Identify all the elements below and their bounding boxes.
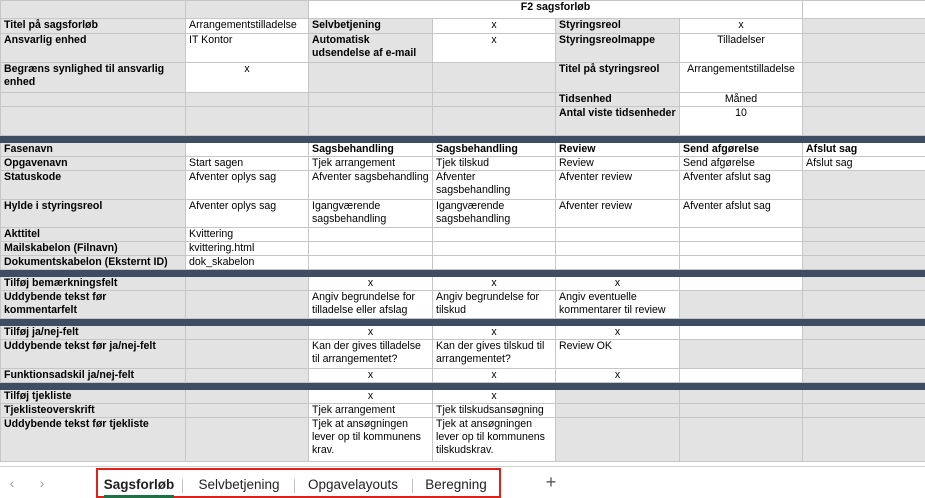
cell[interactable] [186,93,309,107]
label-dokumentskabelon[interactable]: Dokumentskabelon (Eksternt ID) [1,256,186,270]
tab-divider [412,479,413,493]
status-code[interactable]: Afventer sagsbehandling [433,171,556,200]
tab-label: Beregning [425,477,487,492]
value-akttitel[interactable]: Kvittering [186,228,309,242]
value-begraens-synlighed[interactable]: x [186,63,309,93]
phase-name[interactable]: Sagsbehandling [309,143,433,157]
cell[interactable] [186,143,309,157]
value-titel-styringsreol[interactable]: Arrangementstilladelse [680,63,803,93]
value-selvbetjening[interactable]: x [433,19,556,34]
status-code[interactable]: Afventer sagsbehandling [309,171,433,200]
previous-sheet-arrow-icon[interactable]: ‹ [9,475,15,491]
cell[interactable] [556,242,680,256]
funktion-flag[interactable]: x [556,369,680,383]
label-hylde[interactable]: Hylde i styringsreol [1,200,186,228]
cell[interactable] [186,277,309,291]
phase-name[interactable]: Send afgørelse [680,143,803,157]
label-uddybende-janej[interactable]: Uddybende tekst før ja/nej-felt [1,340,186,369]
remark-text[interactable]: Angiv eventuelle kommentarer til review [556,291,680,319]
cell[interactable] [186,107,309,136]
status-code[interactable] [803,171,925,200]
tab-opgavelayouts[interactable] [298,474,408,496]
cell[interactable] [803,404,925,418]
cell[interactable] [186,326,309,340]
remark-flag[interactable]: x [433,277,556,291]
value-titel-sagsforloeb[interactable]: Arrangementstilladelse [186,19,309,34]
cell[interactable] [556,404,680,418]
cell[interactable] [556,390,680,404]
label-tilfoej-janej[interactable]: Tilføj ja/nej-felt [1,326,186,340]
cell[interactable] [680,390,803,404]
cell[interactable] [680,404,803,418]
section-separator [1,270,925,277]
cell[interactable] [680,256,803,270]
shelf[interactable]: Afventer oplys sag [186,200,309,228]
cell[interactable] [186,340,309,369]
tab-selvbetjening[interactable] [186,474,292,496]
task-name[interactable]: Send afgørelse [680,157,803,171]
label-fasenavn[interactable]: Fasenavn [1,143,186,157]
remark-flag[interactable]: x [309,277,433,291]
cell[interactable] [803,291,925,319]
tab-label: Opgavelayouts [307,477,399,492]
shelf[interactable] [803,200,925,228]
label-mailskabelon[interactable]: Mailskabelon (Filnavn) [1,242,186,256]
yesno-flag[interactable]: x [556,326,680,340]
cell[interactable] [186,418,309,462]
value-ansvarlig-enhed[interactable]: IT Kontor [186,34,309,63]
cell[interactable] [803,228,925,242]
cell[interactable] [803,326,925,340]
yesno-text[interactable]: Kan der gives tilladelse til arrangementet? [309,340,433,369]
cell[interactable] [556,418,680,462]
label-styringsreol[interactable]: Styringsreol [556,19,680,34]
checklist-flag[interactable]: x [433,390,556,404]
cell[interactable] [680,291,803,319]
cell[interactable] [186,390,309,404]
phase-name[interactable]: Review [556,143,680,157]
cell[interactable] [186,369,309,383]
value-antal-tidsenheder[interactable]: 10 [680,107,803,136]
label-uddybende-kommentarfelt[interactable]: Uddybende tekst før kommentarfelt [1,291,186,319]
yesno-flag[interactable]: x [309,326,433,340]
value-styringsreol[interactable]: x [680,19,803,34]
label-tilfoej-tjekliste[interactable]: Tilføj tjekliste [1,390,186,404]
section-separator [1,319,925,326]
cell[interactable] [803,277,925,291]
yesno-text[interactable]: Review OK [556,340,680,369]
cell[interactable] [680,228,803,242]
phase-name[interactable]: Sagsbehandling [433,143,556,157]
status-code[interactable]: Afventer oplys sag [186,171,309,200]
tab-sagsforloeb[interactable] [102,474,176,496]
cell[interactable] [309,63,433,93]
phase-name[interactable]: Afslut sag [803,143,925,157]
cell[interactable] [186,291,309,319]
label-styringsreolmappe[interactable]: Styringsreolmappe [556,34,680,63]
cell[interactable] [803,242,925,256]
cell[interactable] [309,242,433,256]
cell[interactable] [433,93,556,107]
funktion-flag[interactable]: x [433,369,556,383]
cell[interactable] [1,93,186,107]
cell[interactable] [556,228,680,242]
cell[interactable] [1,1,186,19]
cell[interactable] [680,418,803,462]
cell[interactable] [433,242,556,256]
highlighted-tab-group [96,468,501,498]
yesno-text[interactable]: Kan der gives tilskud til arrangementet? [433,340,556,369]
task-name[interactable]: Review [556,157,680,171]
sheet-tab-bar [0,466,925,498]
cell[interactable] [803,369,925,383]
shelf[interactable]: Igangværende sagsbehandling [309,200,433,228]
value-styringsreolmappe[interactable]: Tilladelser [680,34,803,63]
label-tidsenhed[interactable]: Tidsenhed [556,93,680,107]
label-selvbetjening[interactable]: Selvbetjening [309,19,433,34]
next-sheet-arrow-icon[interactable]: › [39,475,45,491]
yesno-flag[interactable]: x [433,326,556,340]
section-separator [1,383,925,390]
funktion-flag[interactable]: x [309,369,433,383]
label-antal-tidsenheder[interactable]: Antal viste tidsenheder [556,107,680,136]
cell[interactable] [186,404,309,418]
tab-divider [182,479,183,493]
label-tjeklisteoverskrift[interactable]: Tjeklisteoverskrift [1,404,186,418]
checklist-title[interactable]: Tjek arrangement [309,404,433,418]
checklist-title[interactable]: Tjek tilskudsansøgning [433,404,556,418]
shelf[interactable]: Afventer review [556,200,680,228]
cell[interactable] [803,93,925,107]
cell[interactable] [433,256,556,270]
cell[interactable] [433,63,556,93]
cell[interactable] [803,1,925,19]
cell[interactable] [433,107,556,136]
cell[interactable] [803,107,925,136]
sheet-title[interactable]: F2 sagsforløb [309,1,803,19]
cell[interactable] [803,390,925,404]
cell[interactable] [680,277,803,291]
shelf[interactable]: Igangværende sagsbehandling [433,200,556,228]
cell[interactable] [803,256,925,270]
label-opgavenavn[interactable]: Opgavenavn [1,157,186,171]
cell[interactable] [680,242,803,256]
remark-text[interactable]: Angiv begrundelse for tilskud [433,291,556,319]
label-ansvarlig-enhed[interactable]: Ansvarlig enhed [1,34,186,63]
cell[interactable] [186,1,309,19]
value-tidsenhed[interactable]: Måned [680,93,803,107]
cell[interactable] [433,228,556,242]
cell[interactable] [803,418,925,462]
task-name[interactable]: Tjek arrangement [309,157,433,171]
label-begraens-synlighed[interactable]: Begræns synlighed til ansvarlig enhed [1,63,186,93]
label-automatisk-email[interactable]: Automatisk udsendelse af e-mail [309,34,433,63]
checklist-text[interactable]: Tjek at ansøgningen lever op til kommunens tilskudskrav. [433,418,556,462]
tab-label: Sagsforløb [103,477,175,492]
cell[interactable] [803,19,925,34]
cell[interactable] [803,63,925,93]
status-code[interactable]: Afventer review [556,171,680,200]
tab-beregning[interactable] [416,474,496,496]
cell[interactable] [680,340,803,369]
label-titel-styringsreol[interactable]: Titel på styringsreol [556,63,680,93]
task-name[interactable]: Start sagen [186,157,309,171]
section-separator [1,136,925,143]
tab-label: Selvbetjening [198,477,280,492]
shelf[interactable]: Afventer afslut sag [680,200,803,228]
checklist-text[interactable]: Tjek at ansøgningen lever op til kommunens krav. [309,418,433,462]
cell[interactable] [309,256,433,270]
cell[interactable] [680,369,803,383]
task-name[interactable]: Tjek tilskud [433,157,556,171]
cell[interactable] [680,326,803,340]
cell[interactable] [803,340,925,369]
checklist-flag[interactable]: x [309,390,433,404]
cell[interactable] [1,107,186,136]
task-name[interactable]: Afslut sag [803,157,925,171]
label-tilfoej-bemaerkningsfelt[interactable]: Tilføj bemærkningsfelt [1,277,186,291]
tab-divider [294,479,295,493]
value-automatisk-email[interactable]: x [433,34,556,63]
cell[interactable] [309,93,433,107]
status-code[interactable]: Afventer afslut sag [680,171,803,200]
remark-text[interactable]: Angiv begrundelse for tilladelse eller afslag [309,291,433,319]
cell[interactable] [556,256,680,270]
cell[interactable] [309,228,433,242]
value-mailskabelon[interactable]: kvittering.html [186,242,309,256]
add-sheet-button[interactable]: + [545,472,557,492]
value-dokumentskabelon[interactable]: dok_skabelon [186,256,309,270]
label-uddybende-tjekliste[interactable]: Uddybende tekst før tjekliste [1,418,186,462]
label-akttitel[interactable]: Akttitel [1,228,186,242]
label-titel-sagsforloeb[interactable]: Titel på sagsforløb [1,19,186,34]
remark-flag[interactable]: x [556,277,680,291]
cell[interactable] [803,34,925,63]
label-funktionsadskil[interactable]: Funktionsadskil ja/nej-felt [1,369,186,383]
label-statuskode[interactable]: Statuskode [1,171,186,200]
cell[interactable] [309,107,433,136]
